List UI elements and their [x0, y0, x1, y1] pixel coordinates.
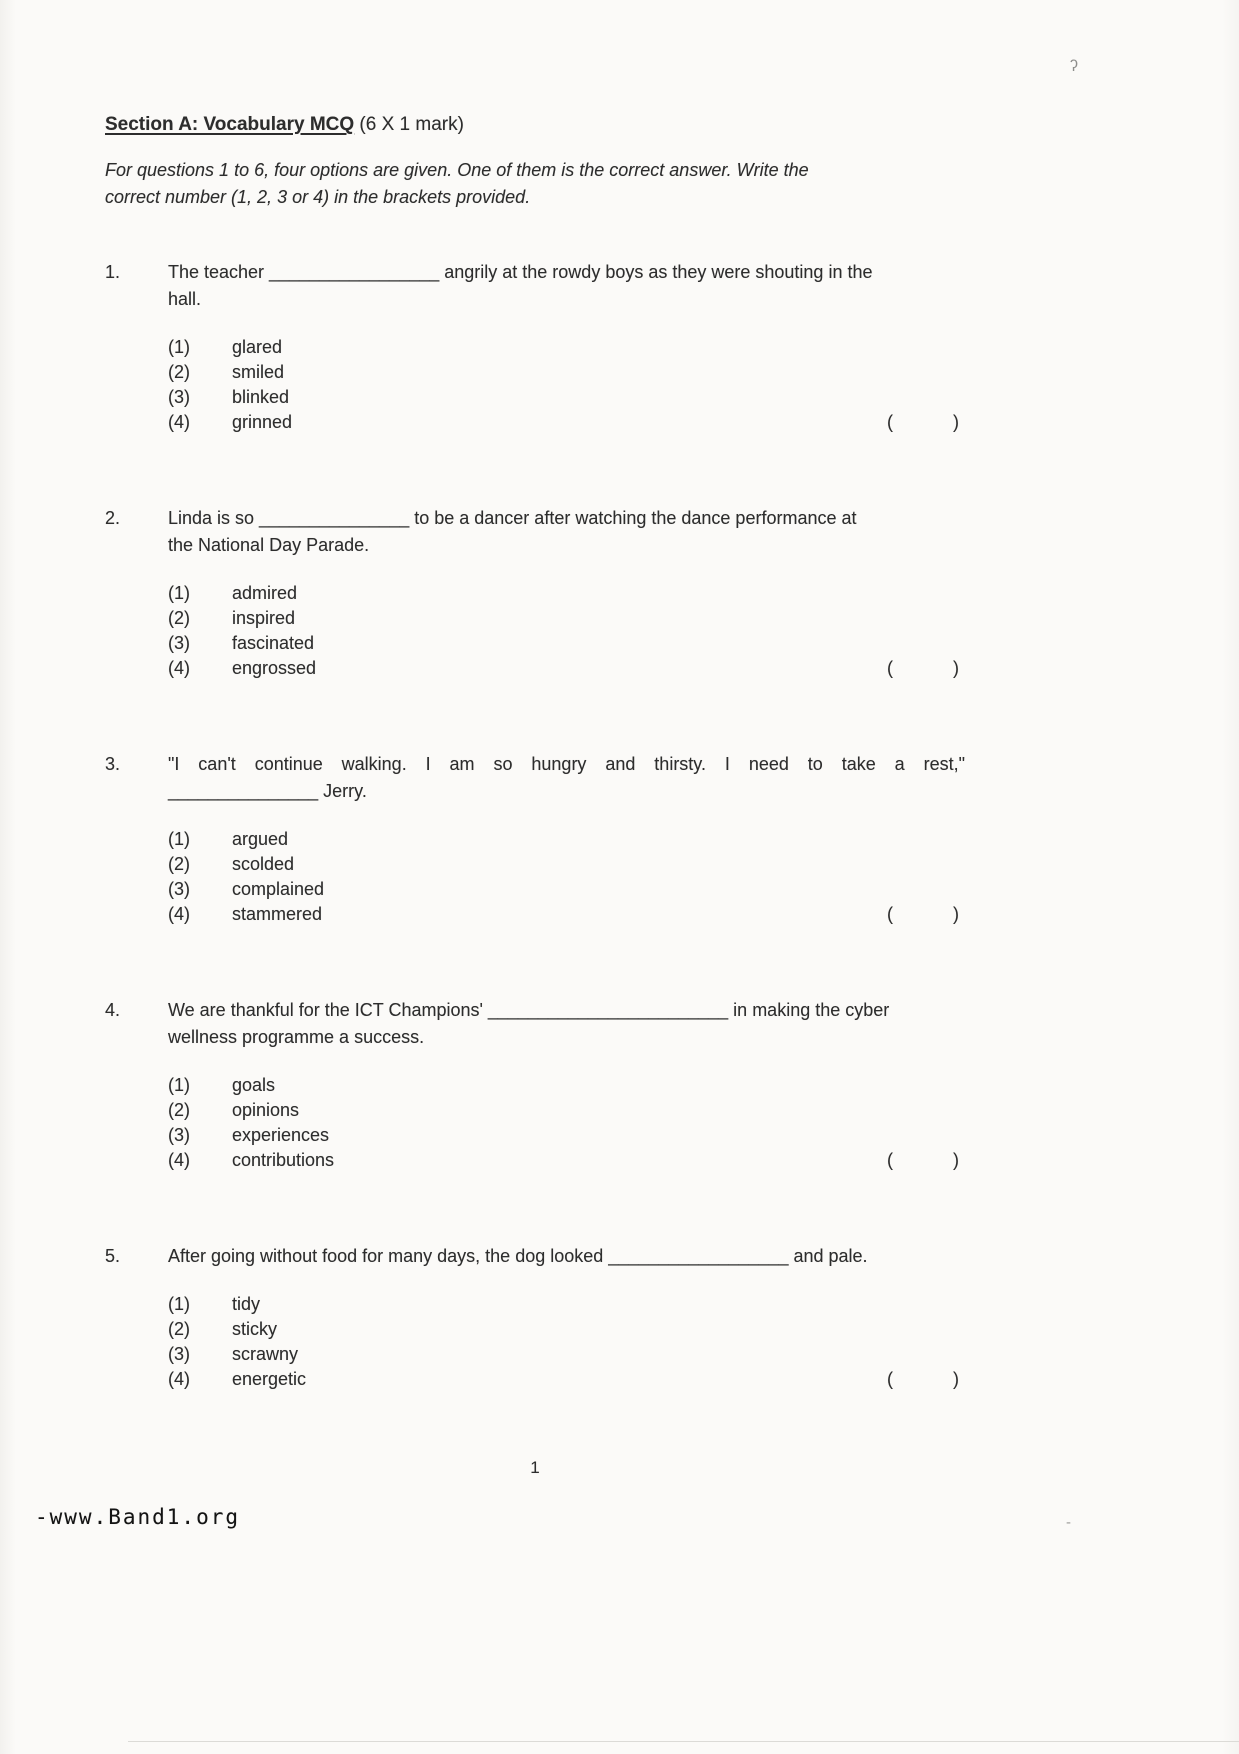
option-row	[168, 656, 965, 681]
option-number: (2)	[168, 1319, 190, 1339]
question-text-line: The teacher _________________ angrily at the rowdy boys as they were shouting in the	[168, 262, 873, 282]
option-row	[168, 1342, 965, 1367]
option-number: (3)	[168, 633, 190, 653]
bracket-open: (	[887, 412, 893, 432]
question-text	[168, 997, 965, 1051]
option-list	[168, 1292, 965, 1392]
section-title: Section A: Vocabulary MCQ	[105, 114, 355, 135]
answer-brackets	[887, 1148, 959, 1173]
option-list	[168, 581, 965, 681]
option-label: blinked	[232, 387, 290, 407]
scan-artifact-icon: -	[1066, 1514, 1071, 1531]
option-label: fascinated	[232, 633, 315, 653]
option-label: stammered	[232, 904, 323, 924]
section-marks: (6 X 1 mark)	[354, 114, 464, 135]
option-label: sticky	[232, 1319, 277, 1339]
option-row	[168, 606, 965, 631]
question-text-line: wellness programme a success.	[168, 1027, 425, 1047]
option-number: (4)	[168, 658, 190, 678]
pen-mark-icon: ʔ	[1070, 58, 1078, 75]
bracket-close: )	[953, 412, 959, 432]
option-row	[168, 335, 965, 360]
option-label: argued	[232, 829, 289, 849]
option-label: contributions	[232, 1150, 335, 1170]
option-row	[168, 852, 965, 877]
option-row	[168, 827, 965, 852]
option-row	[168, 1098, 965, 1123]
option-number: (1)	[168, 1294, 190, 1314]
option-row	[168, 1292, 965, 1317]
option-row	[168, 631, 965, 656]
option-label: complained	[232, 879, 325, 899]
bracket-close: )	[953, 904, 959, 924]
option-number: (4)	[168, 412, 190, 432]
option-label: scrawny	[232, 1344, 299, 1364]
question-text	[168, 1243, 965, 1270]
bracket-close: )	[953, 1150, 959, 1170]
option-number: (1)	[168, 829, 190, 849]
question	[105, 997, 965, 1173]
option-list	[168, 827, 965, 927]
option-row	[168, 1367, 965, 1392]
option-number: (2)	[168, 608, 190, 628]
bracket-open: (	[887, 658, 893, 678]
question-row	[105, 997, 965, 1051]
option-label: scolded	[232, 854, 295, 874]
option-label: smiled	[232, 362, 285, 382]
page-content	[105, 112, 965, 1462]
option-row	[168, 1073, 965, 1098]
page-number: 1	[530, 1458, 540, 1477]
question-number: 3.	[105, 754, 121, 774]
question	[105, 1243, 965, 1392]
option-number: (1)	[168, 337, 190, 357]
option-label: tidy	[232, 1294, 261, 1314]
option-row	[168, 385, 965, 410]
option-number: (3)	[168, 879, 190, 899]
footer-site: -www.Band1.org	[35, 1505, 241, 1529]
option-number: (3)	[168, 1344, 190, 1364]
question-number: 5.	[105, 1246, 121, 1266]
section-header	[105, 112, 965, 137]
question-text-line: We are thankful for the ICT Champions' ________________________ in making the cyber	[168, 1000, 890, 1020]
option-label: glared	[232, 337, 283, 357]
question-text-line: After going without food for many days, the dog looked __________________ and pale.	[168, 1246, 868, 1266]
option-row	[168, 410, 965, 435]
scan-edge-line	[128, 1741, 1239, 1742]
option-number: (2)	[168, 1100, 190, 1120]
option-row	[168, 902, 965, 927]
option-row	[168, 360, 965, 385]
option-row	[168, 1123, 965, 1148]
instructions	[105, 157, 965, 211]
option-label: opinions	[232, 1100, 300, 1120]
bracket-close: )	[953, 658, 959, 678]
option-label: inspired	[232, 608, 296, 628]
question-row	[105, 751, 965, 805]
question-text	[168, 751, 965, 805]
question-text-line: Linda is so _______________ to be a dancer after watching the dance performance at	[168, 508, 857, 528]
option-list	[168, 1073, 965, 1173]
option-list	[168, 335, 965, 435]
instructions-line: correct number (1, 2, 3 or 4) in the brackets provided.	[105, 187, 531, 207]
question-text-line: hall.	[168, 289, 202, 309]
instructions-line: For questions 1 to 6, four options are given. One of them is the correct answer. Write the	[105, 160, 809, 180]
bracket-open: (	[887, 904, 893, 924]
question-row	[105, 259, 965, 313]
option-label: energetic	[232, 1369, 307, 1389]
option-label: grinned	[232, 412, 293, 432]
question-text	[168, 505, 965, 559]
question	[105, 505, 965, 681]
question-number: 2.	[105, 508, 121, 528]
answer-brackets	[887, 1367, 959, 1392]
option-row	[168, 581, 965, 606]
option-row	[168, 1317, 965, 1342]
question-text	[168, 259, 965, 313]
option-label: admired	[232, 583, 298, 603]
bracket-close: )	[953, 1369, 959, 1389]
option-number: (1)	[168, 1075, 190, 1095]
answer-brackets	[887, 410, 959, 435]
option-number: (2)	[168, 362, 190, 382]
option-label: engrossed	[232, 658, 317, 678]
bracket-open: (	[887, 1150, 893, 1170]
option-number: (1)	[168, 583, 190, 603]
answer-brackets	[887, 902, 959, 927]
bracket-open: (	[887, 1369, 893, 1389]
option-number: (2)	[168, 854, 190, 874]
option-label: experiences	[232, 1125, 330, 1145]
question-number: 4.	[105, 1000, 121, 1020]
question-row	[105, 505, 965, 559]
question-list	[105, 259, 965, 1392]
option-row	[168, 877, 965, 902]
option-row	[168, 1148, 965, 1173]
question-text-line: "I can't continue walking. I am so hungry and thirsty. I need to take a rest,"	[168, 754, 965, 774]
option-number: (4)	[168, 1369, 190, 1389]
question-text-line: _______________ Jerry.	[168, 781, 367, 801]
question	[105, 259, 965, 435]
question-number: 1.	[105, 262, 121, 282]
option-number: (4)	[168, 1150, 190, 1170]
option-number: (3)	[168, 387, 190, 407]
question-text-line: the National Day Parade.	[168, 535, 370, 555]
option-label: goals	[232, 1075, 276, 1095]
question-row	[105, 1243, 965, 1270]
option-number: (4)	[168, 904, 190, 924]
answer-brackets	[887, 656, 959, 681]
option-number: (3)	[168, 1125, 190, 1145]
question	[105, 751, 965, 927]
